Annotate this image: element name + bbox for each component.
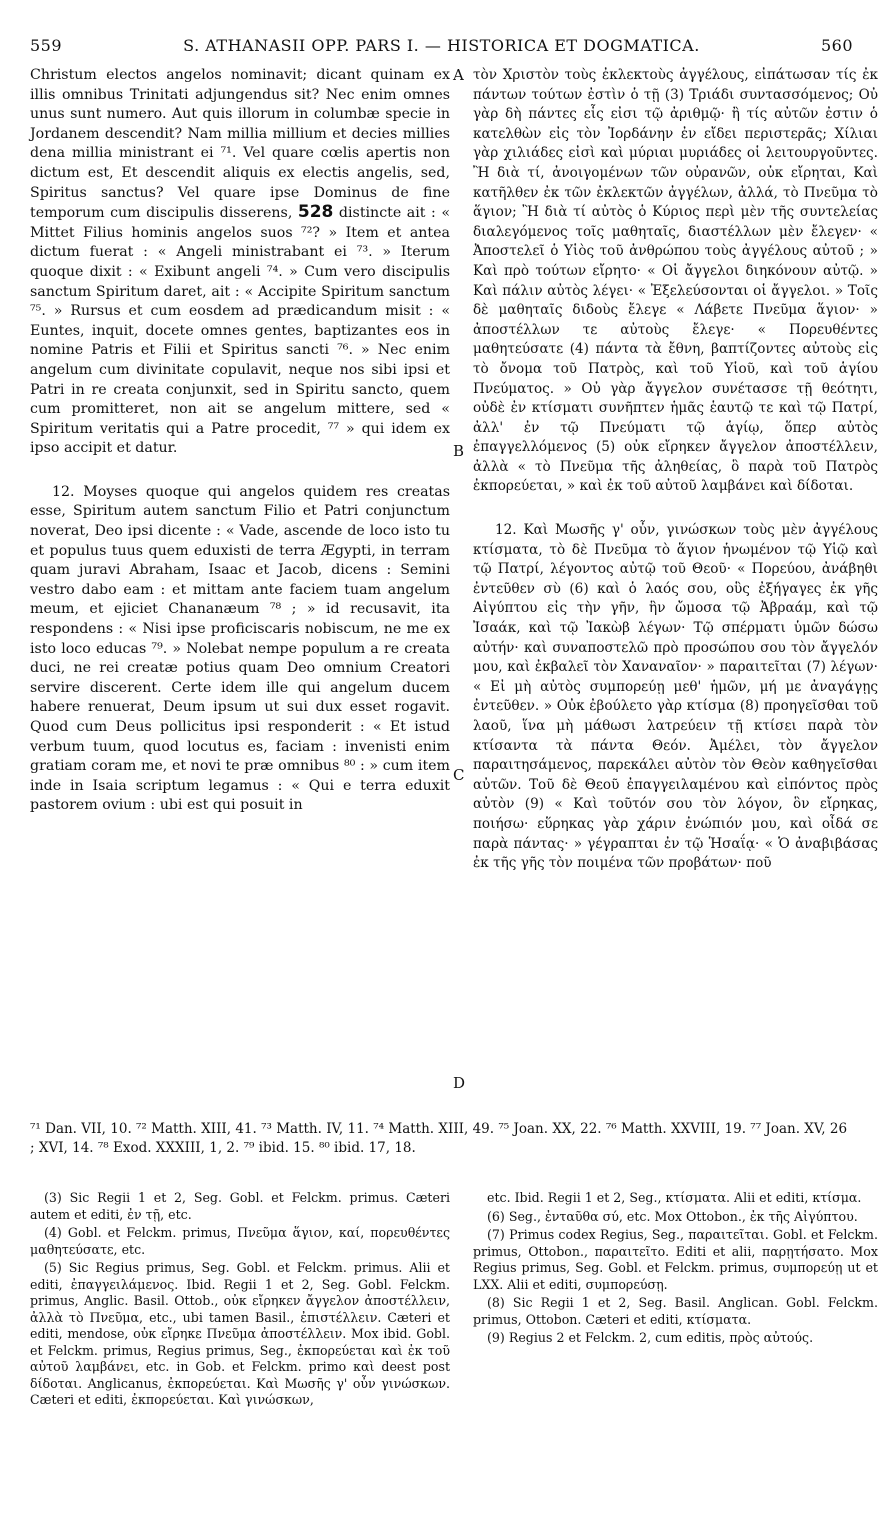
margin-marker-c: C: [453, 766, 465, 784]
footnote: (8) Sic Regii 1 et 2, Seg. Basil. Anglican. Gobl. Felckm. primus, Ottobon. Cæteri et editi, κτίσματα.: [473, 1295, 878, 1327]
greek-paragraph-12: 12. Καὶ Μωσῆς γ' οὖν, γινώσκων τοὺς μὲν ἀγγέλους κτίσματα, τὸ δὲ Πνεῦμα τὸ ἅγιον ἡνωμένον τῷ Υἱῷ καὶ τῷ Πατρί, λέγοντος αὐτῷ τοῦ Θεοῦ· « Πορεύου, ἀνάβηθι ἐντεῦθεν σὺ (6) καὶ ὁ λαός σου, οὓς ἐξήγαγες ἐκ γῆς Αἰγύπτου εἰς τὴν γῆν, ἣν ὤμοσα τῷ Ἀβραάμ, καὶ τῷ Ἰσαάκ, καὶ τῷ Ἰακὼβ λέγων· Τῷ σπέρματι ὑμῶν δώσω αὐτήν· καὶ συναποστελῶ πρὸ προσώπου σου τὸν ἄγγελόν μου, καὶ ἐκβαλεῖ τὸν Χαναναῖον· » παραιτεῖται (7) λέγων· « Εἰ μὴ αὐτὸς συμπορεύῃ μεθ' ἡμῶν, μή με ἀναγάγῃς ἐντεῦθεν. » Οὐκ ἐβούλετο γὰρ κτίσμα (8) προηγεῖσθαι τοῦ λαοῦ, ἵνα μὴ μάθωσι λατρεύειν τῇ κτίσει παρὰ τὸν κτίσαντα τὰ πάντα Θεόν. Ἀμέλει, τὸν ἄγγελον παραιτησάμενος, παρεκάλει αὐτὸν τὸν Θεὸν καθηγεῖσθαι αὐτῶν. Τοῦ δὲ Θεοῦ ἐπαγγειλαμένου καὶ εἰπόντος πρὸς αὐτὸν (9) « Καὶ τοῦτόν σου τὸν λόγον, ὃν εἴρηκας, ποιήσω· εὕρηκας γὰρ χάριν ἐνώπιόν μου, καὶ οἶδά σε παρὰ πάντας· » γέγραπται ἐν τῷ Ἡσαΐᾳ· « Ὁ ἀναβιβάσας ἐκ τῆς γῆς τὸν ποιμένα τῶν προβάτων· ποῦ: [473, 522, 878, 872]
footnote: (6) Seg., ἐνταῦθα σύ, etc. Mox Ottobon., ἐκ τῆς Αἰγύπτου.: [487, 1208, 858, 1224]
footnote: (4) Gobl. et Felckm. primus, Πνεῦμα ἅγιον, καί, πορευθέντες μαθητεύσατε, etc.: [30, 1225, 450, 1257]
page-header: [30, 30, 853, 60]
greek-paragraph: τὸν Χριστὸν τοὺς ἐκλεκτοὺς ἀγγέλους, εἰπάτωσαν τίς ἐκ πάντων τούτων ἐστὶν ὁ τῇ (3) Τριάδι συντασσόμενος; Οὐ γὰρ δὴ πάντες εἷς εἰσι τῷ ἀριθμῷ· ἢ τίς αὐτῶν ἐστιν ὁ κατελθὼν εἰς τὸν Ἰορδάνην ἐν εἴδει περιστερᾶς; Χίλιαι γὰρ χιλιάδες εἰσὶ καὶ μύριαι μυριάδες οἱ λειτουργοῦντες. Ἢ διὰ τί, ἀνοιγομένων τῶν οὐρανῶν, οὐκ εἴρηται, Καὶ κατῆλθεν ἐκ τῶν ἐκλεκτῶν ἀγγέλων, ἀλλά, τὸ Πνεῦμα τὸ ἅγιον; Ἢ διὰ τί αὐτὸς ὁ Κύριος περὶ μὲν τῆς συντελείας διαλεγόμενος τοῖς μαθηταῖς, διαστέλλων μὲν ἔλεγεν· « Ἀποστελεῖ ὁ Υἱὸς τοῦ ἀνθρώπου τοὺς ἀγγέλους αὐτοῦ ; » Καὶ πρὸ τούτων εἴρητο· « Οἱ ἄγγελοι διηκόνουν αὐτῷ. » Καὶ πάλιν αὐτὸς λέγει· « Ἐξελεύσονται οἱ ἄγγελοι. » Τοῖς δὲ μαθηταῖς διδοὺς ἔλεγε « Λάβετε Πνεῦμα ἅγιον· » ἀποστέλλων τε αὐτοὺς ἔλεγε· « Πορευθέντες μαθητεύσατε (4) πάντα τὰ ἔθνη, βαπτίζοντες αὐτοὺς εἰς τὸ ὄνομα τοῦ Πατρὸς, καὶ τοῦ Υἱοῦ, καὶ τοῦ ἁγίου Πνεύματος. » Οὐ γὰρ ἄγγελον συνέτασσε τῇ θεότητι, οὐδὲ ἐν κτίσματι συνῆπτεν ἡμᾶς ἑαυτῷ τε καὶ τῷ Πατρί, ἀλλ' ἐν τῷ Πνεύματι τῷ ἁγίῳ, ὅπερ αὐτὸς ἐπαγγελλόμενος (5) οὐκ εἴρηκεν ἄγγελον ἀποστέλλειν, ἀλλὰ « τὸ Πνεῦμα τῆς ἀληθείας, ὃ παρὰ τοῦ Πατρὸς ἐκπορεύεται, » καὶ ἐκ τοῦ αὐτοῦ λαμβάνει καὶ δίδοται.: [473, 67, 878, 495]
latin-paragraph: Christum electos angelos nominavit; dicant quinam ex illis omnibus Trinitati adjungendus sit? Nec enim omnes unus sunt numero. Aut quis illorum in columbæ specie in Jordanem descendit? Nam millia millium et decies millies dena millia ministrant ei ⁷¹. Vel quare cœlis apertis non dictum est, Et descendit aliquis ex electis angelis, sed, Spiritus sanctus? Vel quare ipse Dominus de fine temporum cum discipulis disserens, 528 distincte ait : « Mittet Filius hominis angelos suos ⁷²? » Item et antea dictum fuerat : « Angeli ministrabant ei ⁷³. » Iterum quoque dixit : « Exibunt angeli ⁷⁴. » Cum vero discipulis sanctum Spiritum daret, ait : « Accipite Spiritum sanctum ⁷⁵. » Rursus et cum eosdem ad prædicandum misit : « Euntes, inquit, docete omnes gentes, baptizantes eos in nomine Patris et Filii et Spiritus sancti ⁷⁶. » Nec enim angelum cum divinitate copulavit, neque nos sibi ipsi et Patri in re creata conjunxit, sed in Spiritu sancto, quem cum promitteret, non ait se angelum mittere, sed « Spiritum veritatis qui a Patre procedit, ⁷⁷ » qui idem ex ipso accipit et datur.: [30, 67, 450, 457]
footnote: (7) Primus codex Regius, Seg., παραιτεῖται. Gobl. et Felckm. primus, Ottobon., παραιτεῖτο. Editi et alii, παρῃτήσατο. Mox Regius primus, Seg. Gobl. et Felckm. primus, συμπορεύῃ ut et LXX. Alii et editi, συμπορεύσῃ.: [473, 1227, 878, 1292]
footnotes-left: [30, 1190, 450, 1411]
latin-paragraph-12: 12. Moyses quoque qui angelos quidem res creatas esse, Spiritum autem sanctum Filio et Patri conjunctum noverat, Deo ipsi dicente : « Vade, ascende de loco isto tu et populus tuus quem eduxisti de terra Ægypti, in terram quam juravi Abraham, Isaac et Jacob, dicens : Semini vestro dabo eam : et mittam ante faciem tuam angelum meum, et ejiciet Chananæum ⁷⁸ ; » id recusavit, ita respondens : « Nisi ipse proficiscaris nobiscum, ne me ex isto loco educas ⁷⁹. » Nolebat nempe populum a re creata duci, ne rei creatæ potius quam Deo omnium Creatori servire discerent. Certe idem ille qui angelum ducem habere renuerat, Deum ipsum ut sui dux esset rogavit. Quod cum Deus pollicitus ipsi responderit : « Et istud verbum tuum, quod locutus es, faciam : invenisti enim gratiam coram me, et novi te præ omnibus ⁸⁰ : » cum item inde in Isaia scriptum legamus : « Qui e terra eduxit pastorem ovium : ubi est qui posuit in: [30, 483, 450, 814]
footnotes-right: [473, 1190, 878, 1349]
scripture-references: ⁷¹ Dan. VII, 10. ⁷² Matth. XIII, 41. ⁷³ Matth. IV, 11. ⁷⁴ Matth. XIII, 49. ⁷⁵ Joan. XX, 22. ⁷⁶ Matth. XXVIII, 19. ⁷⁷ Joan. XV, 26 ; XVI, 14. ⁷⁸ Exod. XXXIII, 1, 2. ⁷⁹ ibid. 15. ⁸⁰ ibid. 17, 18.: [30, 1121, 848, 1156]
margin-marker-d: D: [453, 1074, 466, 1092]
footnote: (9) Regius 2 et Felckm. 2, cum editis, πρὸς αὐτούς.: [487, 1330, 814, 1345]
footnote: (5) Sic Regius primus, Seg. Gobl. et Felckm. primus. Alii et editi, ἐπαγγειλάμενος. Ibid. Regii 1 et 2, Seg. Gobl. Felckm. primus, Anglic. Basil. Ottob., οὐκ εἴρηκεν ἄγγελον ἀποστέλλειν, ἀλλὰ τὸ Πνεῦμα, etc., ubi tamen Basil., ἐπιστέλλειν. Cæteri et editi, mendose, οὐκ εἴρηκε Πνεῦμα ἀποστέλλειν. Mox ibid. Gobl. et Felckm. primus, Regius primus, Seg., ἐκπορεύεται καὶ ἐκ τοῦ αὐτοῦ λαμβάνει, etc. in Gob. et Felckm. primo καὶ deest post δίδοται. Anglicanus, ἐκπορεύεται. Καὶ Μωσῆς γ' οὖν γινώσκων. Cæteri et editi, ἐκπορεύεται. Καὶ γινώσκων,: [30, 1260, 450, 1407]
running-title: S. ATHANASII OPP. PARS I. — HISTORICA ET DOGMATICA.: [183, 35, 700, 55]
greek-column: [473, 66, 878, 898]
latin-column: [30, 66, 450, 840]
margin-marker-b: B: [453, 442, 465, 460]
column-number: 528: [297, 202, 334, 223]
footnote: etc. Ibid. Regii 1 et 2, Seg., κτίσματα. Alii et editi, κτίσμα.: [487, 1190, 862, 1205]
page-number-left: 559: [30, 35, 63, 55]
page-number-right: 560: [820, 35, 853, 55]
margin-marker-a: A: [453, 66, 464, 84]
footnote: (3) Sic Regii 1 et 2, Seg. Gobl. et Felckm. primus. Cæteri autem et editi, ἐν τῇ, etc.: [30, 1190, 450, 1222]
